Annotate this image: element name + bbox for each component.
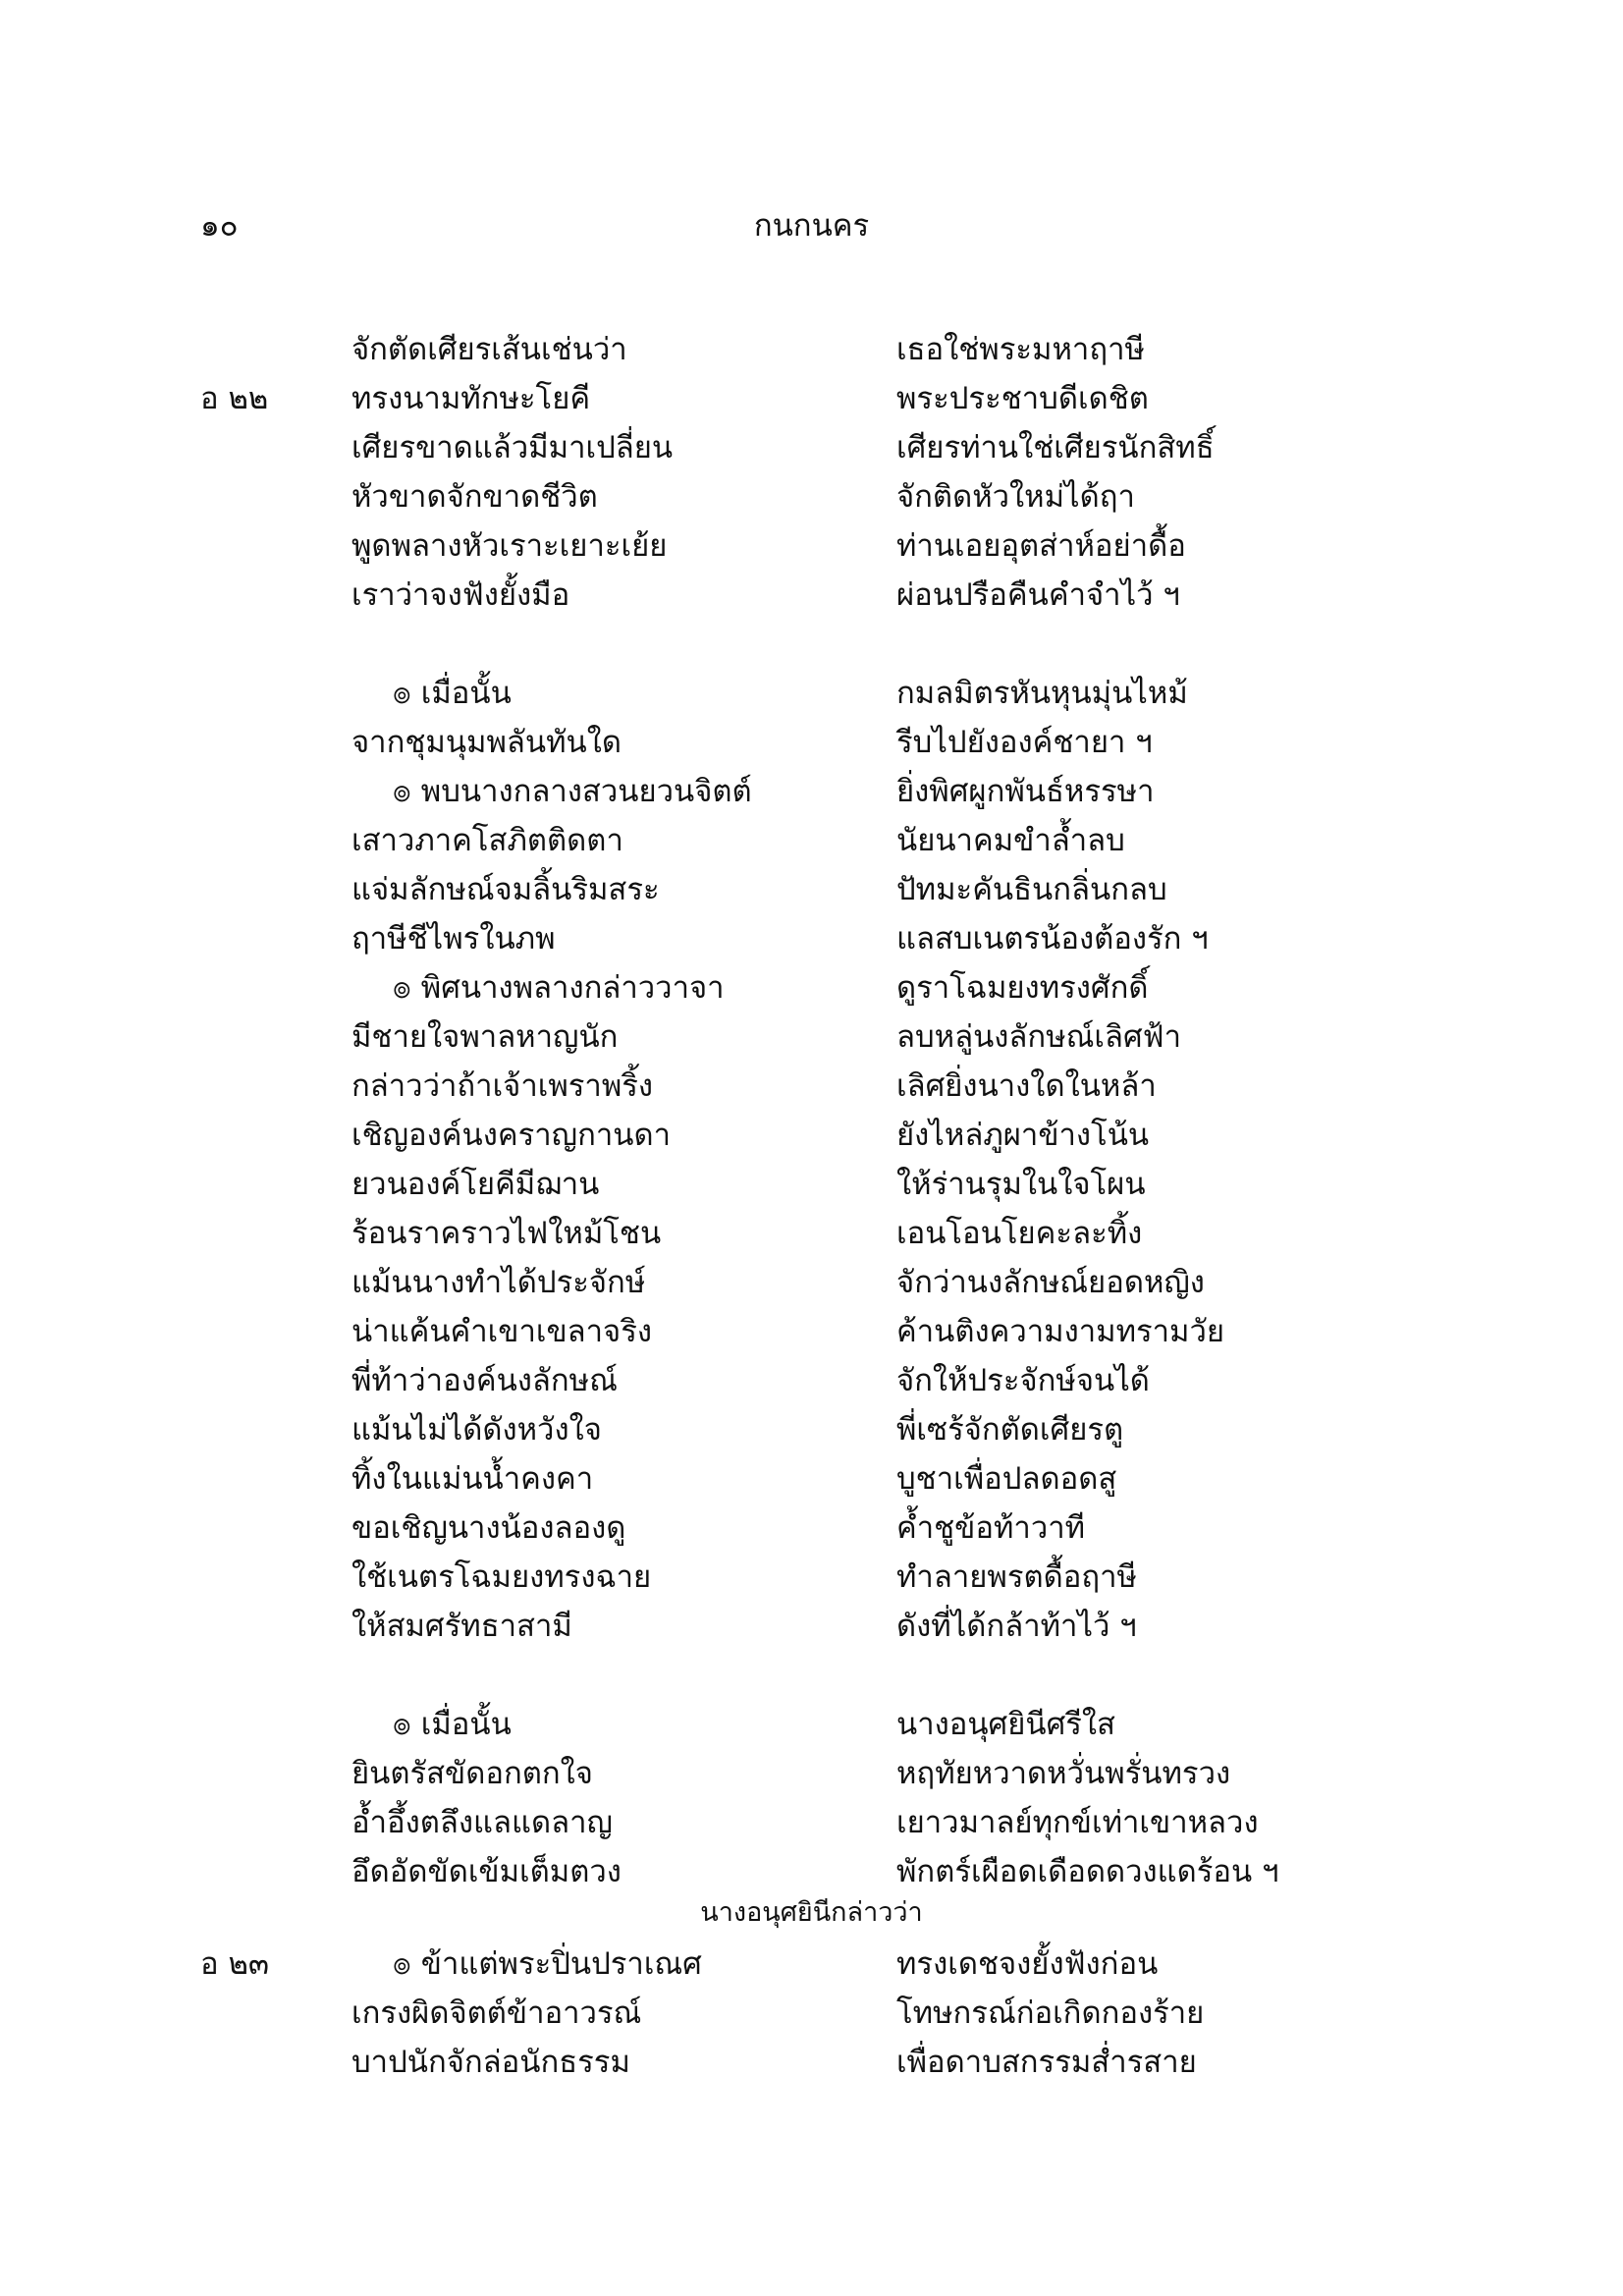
verse-right-hemistich: ผ่อนปรือคืนคำจำไว้ ฯ: [896, 577, 1180, 613]
verse-right-hemistich: รีบไปยังองค์ชายา ฯ: [896, 725, 1153, 760]
verse-left-hemistich: ๏ ข้าแต่พระปิ่นปราเณศ: [393, 1946, 702, 1982]
verse-left-hemistich: เชิญองค์นงคราญกานดา: [352, 1118, 671, 1153]
verse-right-hemistich: เพื่อดาบสกรรมส่ำรสาย: [896, 2045, 1197, 2080]
verse-right-hemistich: ทรงเดชจงยั้งฟังก่อน: [896, 1946, 1159, 1982]
speaker-heading: นางอนุศยินีกล่าวว่า: [700, 1897, 923, 1928]
verse-line: [0, 1015, 1623, 1059]
verse-left-hemistich: แม้นไม่ได้ดังหวังใจ: [352, 1412, 602, 1448]
verse-line: [0, 1942, 1623, 1986]
verse-line: [0, 721, 1623, 764]
verse-left-hemistich: เสาวภาคโสภิตติดตา: [352, 823, 623, 858]
verse-right-hemistich: พระประชาบดีเดชิต: [896, 381, 1149, 416]
verse-right-hemistich: ท่านเอยอุตส่าห์อย่าดื้อ: [896, 528, 1186, 564]
verse-left-hemistich: อึดอัดขัดเข้มเต็มตวง: [352, 1854, 622, 1889]
verse-right-hemistich: นัยนาคมขำล้ำลบ: [896, 823, 1125, 858]
verse-line: [0, 1992, 1623, 2035]
verse-line: [0, 2041, 1623, 2084]
verse-right-hemistich: เยาวมาลย์ทุกข์เท่าเขาหลวง: [896, 1805, 1259, 1840]
verse-line: [0, 1556, 1623, 1599]
verse-right-hemistich: ค้ำชูข้อท้าวาที: [896, 1510, 1086, 1546]
verse-left-hemistich: แม้นนางทำได้ประจักษ์: [352, 1265, 646, 1300]
verse-left-hemistich: อ้ำอึ้งตลึงแลแดลาญ: [352, 1805, 613, 1840]
verse-line: [0, 1065, 1623, 1108]
verse-right-hemistich: ดูราโฉมยงทรงศักดิ์: [896, 970, 1149, 1006]
verse-left-hemistich: ๏ เมื่อนั้น: [393, 1707, 512, 1742]
verse-left-hemistich: ทิ้งในแม่นน้ำคงคา: [352, 1461, 594, 1497]
verse-reference: อ ๒๓: [200, 1946, 270, 1982]
verse-line: [0, 1261, 1623, 1304]
verse-left-hemistich: ทรงนามทักษะโยคี: [352, 381, 591, 416]
verse-right-hemistich: พักตร์เผือดเดือดดวงแดร้อน ฯ: [896, 1854, 1279, 1889]
verse-line: [0, 917, 1623, 960]
verse-left-hemistich: ๏ พบนางกลางสวนยวนจิตต์: [393, 774, 752, 809]
verse-line: [0, 819, 1623, 862]
verse-left-hemistich: ฤาษีชีไพรในภพ: [352, 921, 556, 957]
verse-right-hemistich: เศียรท่านใช่เศียรนักสิทธิ์: [896, 430, 1215, 465]
verse-line: [0, 966, 1623, 1010]
verse-right-hemistich: โทษกรณ์ก่อเกิดกองร้าย: [896, 1995, 1205, 2031]
verse-left-hemistich: ให้สมศรัทธาสามี: [352, 1609, 572, 1644]
verse-right-hemistich: ยังไหล่ภูผาข้างโน้น: [896, 1118, 1150, 1153]
page-title: กนกนคร: [753, 208, 870, 244]
verse-right-hemistich: เลิศยิ่งนางใดในหล้า: [896, 1068, 1157, 1104]
verse-left-hemistich: พี่ท้าว่าองค์นงลักษณ์: [352, 1363, 618, 1398]
verse-right-hemistich: เอนโอนโยคะละทิ้ง: [896, 1216, 1143, 1251]
verse-left-hemistich: เศียรขาดแล้วมีมาเปลี่ยน: [352, 430, 674, 465]
verse-right-hemistich: พี่เซร้จักตัดเศียรตู: [896, 1412, 1124, 1448]
verse-left-hemistich: ยินตรัสขัดอกตกใจ: [352, 1756, 593, 1791]
verse-line: [0, 1114, 1623, 1157]
verse-line: [0, 328, 1623, 371]
verse-left-hemistich: มีชายใจพาลหาญนัก: [352, 1019, 619, 1055]
verse-left-hemistich: จากชุมนุมพลันทันใด: [352, 725, 622, 760]
verse-left-hemistich: กล่าวว่าถ้าเจ้าเพราพริ้ง: [352, 1068, 654, 1104]
verse-reference: อ ๒๒: [200, 381, 269, 416]
verse-left-hemistich: หัวขาดจักขาดชีวิต: [352, 479, 598, 515]
verse-right-hemistich: เธอใช่พระมหาฤาษี: [896, 332, 1145, 367]
verse-line: [0, 524, 1623, 568]
verse-right-hemistich: ค้านติงความงามทรามวัย: [896, 1314, 1225, 1349]
verse-line: [0, 377, 1623, 420]
verse-right-hemistich: ปัทมะคันธินกลิ่นกลบ: [896, 872, 1167, 907]
verse-line: [0, 1801, 1623, 1844]
verse-left-hemistich: บาปนักจักล่อนักธรรม: [352, 2045, 630, 2080]
verse-right-hemistich: ยิ่งพิศผูกพันธ์หรรษา: [896, 774, 1155, 809]
verse-line: [0, 574, 1623, 617]
verse-line: [0, 1703, 1623, 1746]
verse-left-hemistich: เราว่าจงฟังยั้งมือ: [352, 577, 570, 613]
verse-right-hemistich: บูชาเพื่อปลดอดสู: [896, 1461, 1117, 1497]
verse-line: [0, 475, 1623, 519]
verse-line: [0, 1359, 1623, 1402]
verse-left-hemistich: พูดพลางหัวเราะเยาะเย้ย: [352, 528, 668, 564]
verse-line: [0, 426, 1623, 469]
verse-line: [0, 672, 1623, 715]
verse-line: [0, 1163, 1623, 1206]
verse-right-hemistich: หฤทัยหวาดหวั่นพรั่นทรวง: [896, 1756, 1231, 1791]
verse-line: [0, 1752, 1623, 1795]
verse-left-hemistich: เกรงผิดจิตต์ข้าอาวรณ์: [352, 1995, 642, 2031]
verse-left-hemistich: แจ่มลักษณ์จมลิ้นริมสระ: [352, 872, 660, 907]
verse-left-hemistich: ๏ เมื่อนั้น: [393, 676, 512, 711]
verse-right-hemistich: นางอนุศยินีศรีใส: [896, 1707, 1115, 1742]
verse-line: [0, 1457, 1623, 1501]
verse-right-hemistich: ทำลายพรตดื้อฤาษี: [896, 1559, 1137, 1595]
verse-line: [0, 1212, 1623, 1255]
verse-left-hemistich: ๏ พิศนางพลางกล่าววาจา: [393, 970, 725, 1006]
verse-line: [0, 1850, 1623, 1893]
verse-right-hemistich: จักว่านงลักษณ์ยอดหญิง: [896, 1265, 1205, 1300]
verse-right-hemistich: ดังที่ได้กล้าท้าไว้ ฯ: [896, 1609, 1137, 1644]
verse-right-hemistich: กมลมิตรหันหุนมุ่นไหม้: [896, 676, 1188, 711]
verse-line: [0, 770, 1623, 813]
verse-right-hemistich: ลบหลู่นงลักษณ์เลิศฟ้า: [896, 1019, 1182, 1055]
verse-left-hemistich: จักตัดเศียรเส้นเช่นว่า: [352, 332, 627, 367]
verse-line: [0, 868, 1623, 911]
verse-right-hemistich: ให้ร่านรุมในใจโผน: [896, 1167, 1146, 1202]
verse-right-hemistich: แลสบเนตรน้องต้องรัก ฯ: [896, 921, 1209, 957]
verse-left-hemistich: ขอเชิญนางน้องลองดู: [352, 1510, 626, 1546]
verse-left-hemistich: ใช้เนตรโฉมยงทรงฉาย: [352, 1559, 652, 1595]
verse-line: [0, 1506, 1623, 1550]
verse-left-hemistich: น่าแค้นคำเขาเขลาจริง: [352, 1314, 652, 1349]
verse-line: [0, 1310, 1623, 1353]
verse-left-hemistich: ร้อนราคราวไฟใหม้โชน: [352, 1216, 662, 1251]
verse-line: [0, 1605, 1623, 1648]
verse-right-hemistich: จักให้ประจักษ์จนได้: [896, 1363, 1150, 1398]
verse-line: [0, 1408, 1623, 1451]
page-number: ๑๐: [200, 208, 239, 244]
verse-right-hemistich: จักติดหัวใหม่ได้ฤา: [896, 479, 1135, 515]
verse-left-hemistich: ยวนองค์โยคีมีฌาน: [352, 1167, 600, 1202]
